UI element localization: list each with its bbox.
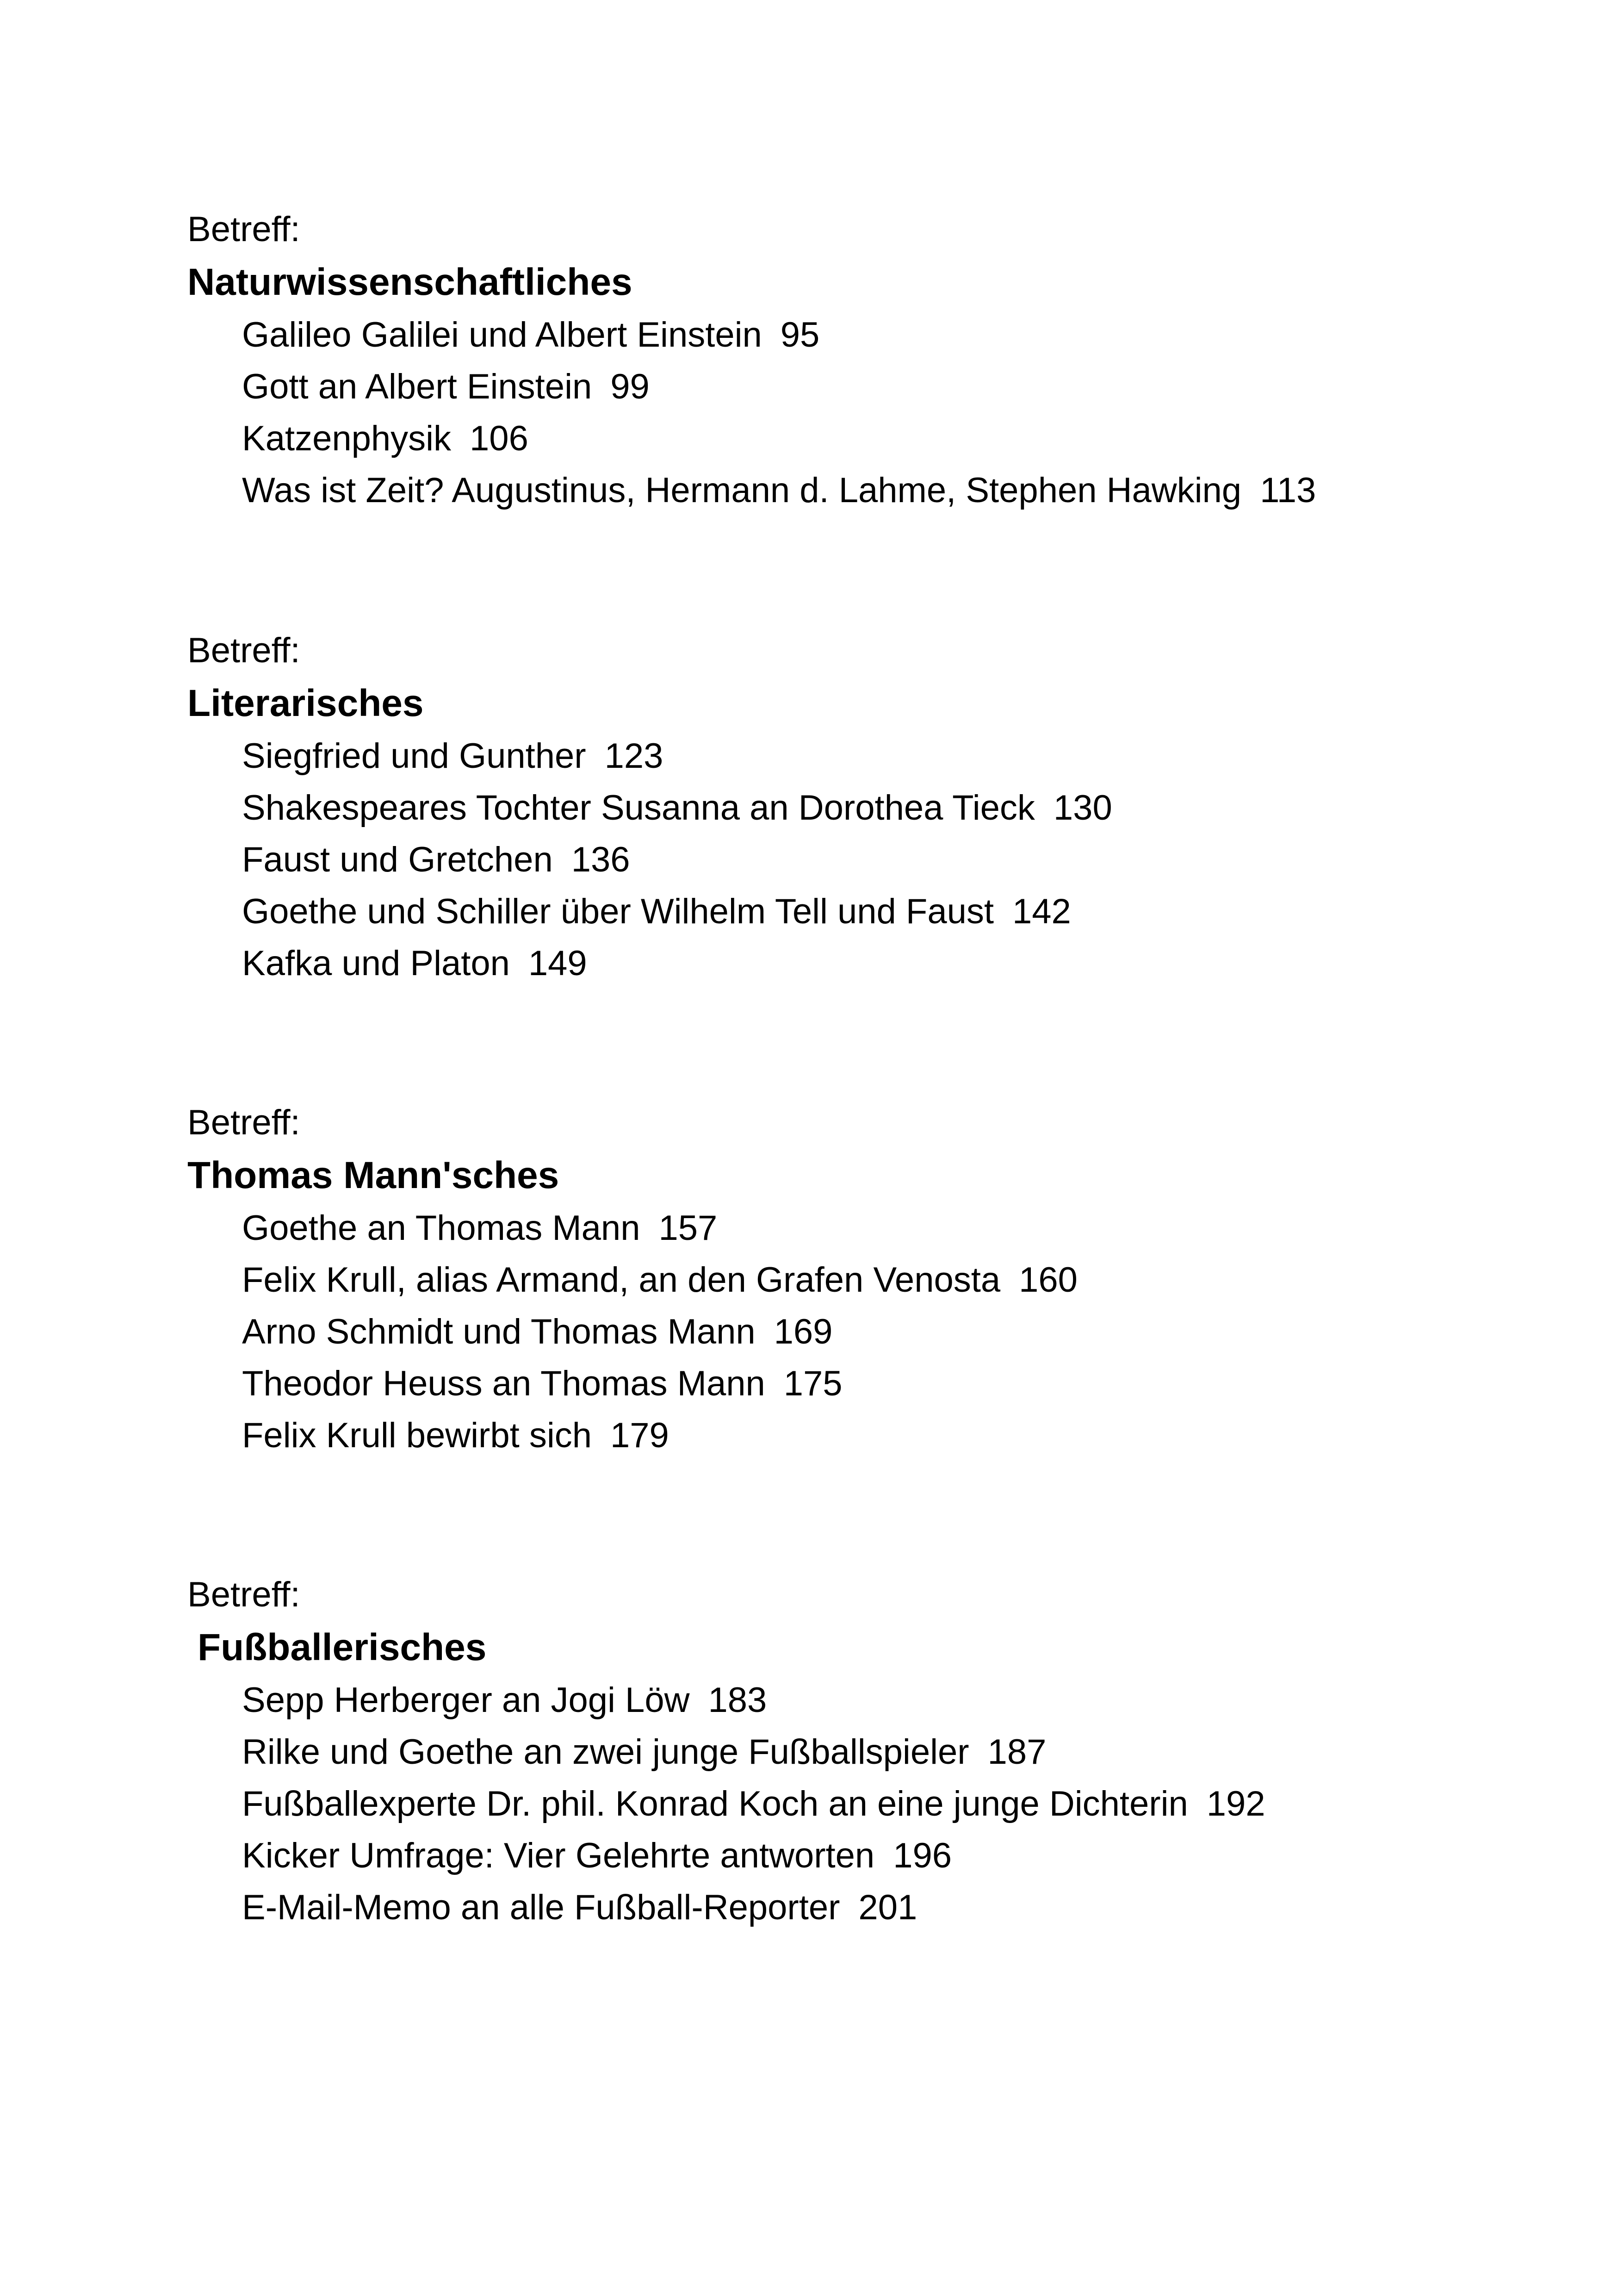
toc-entry xyxy=(242,413,1575,465)
entry-title: Shakespeares Tochter Susanna an Dorothea Tieck xyxy=(242,788,1035,828)
section-label: Betreff: xyxy=(187,1103,300,1142)
entry-title: E-Mail-Memo an alle Fußball-Reporter xyxy=(242,1888,840,1927)
toc-section-naturwissenschaftliches xyxy=(187,204,1575,516)
toc-entry xyxy=(242,834,1575,886)
entry-page-number: 175 xyxy=(783,1364,843,1403)
toc-entry xyxy=(242,1306,1575,1358)
toc-entry xyxy=(242,361,1575,413)
toc-entry-list xyxy=(187,1674,1575,1934)
entry-page-number: 160 xyxy=(1019,1260,1078,1300)
entry-title: Rilke und Goethe an zwei junge Fußballspieler xyxy=(242,1732,969,1772)
entry-page-number: 169 xyxy=(774,1312,833,1351)
entry-page-number: 130 xyxy=(1053,788,1112,828)
entry-page-number: 99 xyxy=(610,367,650,406)
entry-page-number: 113 xyxy=(1260,471,1316,510)
entry-title: Sepp Herberger an Jogi Löw xyxy=(242,1680,690,1720)
entry-title: Goethe an Thomas Mann xyxy=(242,1208,640,1248)
toc-entry xyxy=(242,465,1575,516)
toc-entry-list xyxy=(187,730,1575,989)
entry-title: Kicker Umfrage: Vier Gelehrte antworten xyxy=(242,1836,875,1875)
toc-entry xyxy=(242,938,1575,989)
toc-entry xyxy=(242,1882,1575,1934)
section-heading: Literarisches xyxy=(187,682,424,724)
entry-title: Arno Schmidt und Thomas Mann xyxy=(242,1312,756,1351)
section-heading: Naturwissenschaftliches xyxy=(187,261,632,303)
entry-title: Siegfried und Gunther xyxy=(242,736,586,776)
toc-section-literarisches xyxy=(187,625,1575,989)
entry-title: Felix Krull bewirbt sich xyxy=(242,1416,592,1455)
toc-section-thomas-mannsches xyxy=(187,1097,1575,1462)
entry-title: Kafka und Platon xyxy=(242,944,510,983)
entry-page-number: 187 xyxy=(987,1732,1047,1772)
section-label: Betreff: xyxy=(187,1575,300,1614)
toc-entry xyxy=(242,309,1575,361)
entry-page-number: 201 xyxy=(858,1888,917,1927)
entry-title: Fußballexperte Dr. phil. Konrad Koch an eine junge Dichterin xyxy=(242,1784,1188,1823)
toc-entry xyxy=(242,1410,1575,1462)
toc-entry xyxy=(242,1778,1575,1830)
section-label: Betreff: xyxy=(187,631,300,670)
entry-title: Theodor Heuss an Thomas Mann xyxy=(242,1364,765,1403)
entry-title: Faust und Gretchen xyxy=(242,840,553,879)
entry-page-number: 136 xyxy=(571,840,630,879)
entry-page-number: 157 xyxy=(658,1208,718,1248)
entry-page-number: 142 xyxy=(1012,892,1071,931)
entry-title: Was ist Zeit? Augustinus, Hermann d. Lahme, Stephen Hawking xyxy=(242,471,1242,510)
section-heading: Thomas Mann'sches xyxy=(187,1154,559,1196)
toc-entry xyxy=(242,1674,1575,1726)
toc-entry xyxy=(242,782,1575,834)
entry-title: Gott an Albert Einstein xyxy=(242,367,592,406)
entry-page-number: 106 xyxy=(470,419,528,458)
section-heading: Fußballerisches xyxy=(198,1626,487,1668)
toc-entry xyxy=(242,1830,1575,1882)
entry-page-number: 149 xyxy=(528,944,587,983)
toc-entry-list xyxy=(187,309,1575,516)
entry-page-number: 123 xyxy=(604,736,663,776)
toc-entry xyxy=(242,1726,1575,1778)
toc-entry-list xyxy=(187,1202,1575,1462)
toc-section-fussballerisches xyxy=(187,1569,1575,1934)
toc-entry xyxy=(242,886,1575,938)
entry-title: Katzenphysik xyxy=(242,419,452,458)
toc-entry xyxy=(242,1254,1575,1306)
toc-entry xyxy=(242,1358,1575,1410)
entry-title: Galileo Galilei und Albert Einstein xyxy=(242,315,762,355)
entry-page-number: 179 xyxy=(610,1416,669,1455)
entry-page-number: 196 xyxy=(893,1836,952,1875)
entry-page-number: 192 xyxy=(1206,1784,1265,1823)
section-label: Betreff: xyxy=(187,210,300,249)
entry-page-number: 183 xyxy=(708,1680,767,1720)
entry-page-number: 95 xyxy=(780,315,820,355)
entry-title: Goethe und Schiller über Wilhelm Tell und Faust xyxy=(242,892,994,931)
toc-entry xyxy=(242,730,1575,782)
entry-title: Felix Krull, alias Armand, an den Grafen Venosta xyxy=(242,1260,1001,1300)
toc-entry xyxy=(242,1202,1575,1254)
